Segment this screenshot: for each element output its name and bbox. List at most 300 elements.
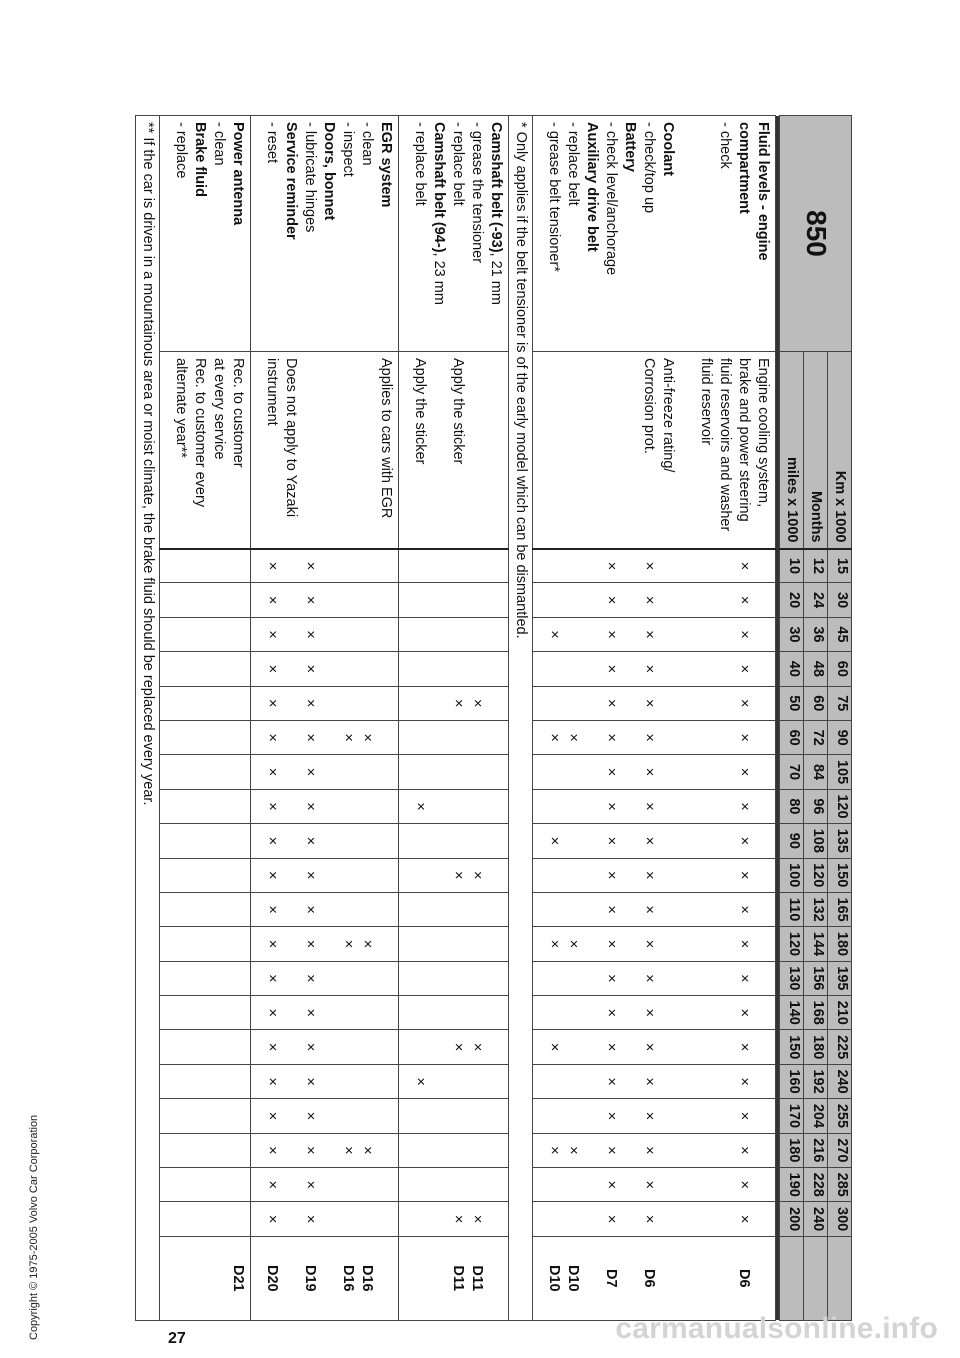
item-line <box>696 122 715 345</box>
reference-cell <box>251 1236 399 1320</box>
interval-months: 132 <box>804 892 828 926</box>
service-mark: × <box>565 939 581 949</box>
schedule-group-group3 <box>251 116 399 1321</box>
note-line: Apply the sticker <box>450 358 467 465</box>
service-mark: × <box>641 1042 657 1052</box>
service-mark: × <box>603 664 619 674</box>
note-line <box>357 358 376 542</box>
interval-cell <box>251 617 399 651</box>
header-label-miles: miles x 1000 <box>780 352 804 549</box>
service-mark: × <box>302 870 319 880</box>
item-line: - grease belt tensioner* <box>546 122 562 272</box>
reference-code: D11 <box>469 1265 486 1292</box>
interval-cell <box>399 824 509 858</box>
interval-cell <box>399 686 509 720</box>
interval-cell <box>533 755 776 789</box>
interval-months: 144 <box>804 927 828 961</box>
interval-months: 204 <box>804 1099 828 1133</box>
service-mark: × <box>546 1146 562 1155</box>
interval-km: 120 <box>828 789 852 823</box>
service-mark: × <box>302 1042 319 1052</box>
service-mark: × <box>641 1214 657 1224</box>
service-mark: × <box>565 733 581 742</box>
note-line: Applies to cars with EGR <box>378 358 395 519</box>
interval-cell <box>399 1064 509 1098</box>
service-mark: × <box>302 1146 319 1155</box>
interval-km: 195 <box>828 961 852 995</box>
interval-cell <box>251 892 399 926</box>
service-mark: × <box>340 733 357 742</box>
reference-code: D19 <box>302 1265 319 1292</box>
service-mark: × <box>546 733 562 742</box>
service-mark: × <box>546 1042 562 1052</box>
service-mark: × <box>736 733 752 742</box>
service-mark: × <box>736 699 752 708</box>
note-cell <box>251 352 399 549</box>
service-mark: × <box>359 1146 376 1155</box>
service-mark: × <box>736 1180 752 1189</box>
service-mark: × <box>264 836 281 846</box>
item-text: , 21 mm <box>488 252 505 305</box>
schedule-group-group4 <box>160 116 251 1321</box>
service-mark: × <box>641 905 657 914</box>
item-text: Camshaft belt (-93) <box>488 122 505 253</box>
interval-months: 72 <box>804 720 828 754</box>
service-mark: × <box>412 802 429 811</box>
interval-cell <box>160 1202 251 1236</box>
item-line <box>467 122 486 345</box>
service-mark: × <box>302 974 319 983</box>
service-mark: × <box>641 939 657 949</box>
service-mark: × <box>641 561 657 571</box>
interval-cell <box>160 961 251 995</box>
interval-months: 24 <box>804 583 828 617</box>
interval-cell <box>399 789 509 823</box>
item-line: Coolant <box>660 122 676 176</box>
service-mark: × <box>469 1042 486 1052</box>
interval-cell <box>533 892 776 926</box>
interval-km: 105 <box>828 755 852 789</box>
note-line <box>620 358 639 542</box>
interval-km: 225 <box>828 1030 852 1064</box>
reference-code: D11 <box>450 1265 467 1292</box>
interval-cell <box>399 961 509 995</box>
item-line: EGR system <box>378 122 395 208</box>
schedule-group-group1 <box>533 116 776 1321</box>
interval-cell <box>399 549 509 583</box>
interval-months: 216 <box>804 1133 828 1167</box>
interval-cell <box>251 1168 399 1202</box>
service-mark: × <box>302 836 319 846</box>
interval-cell <box>160 755 251 789</box>
interval-cell <box>399 755 509 789</box>
interval-cell <box>251 961 399 995</box>
interval-cell <box>160 1064 251 1098</box>
interval-km: 90 <box>828 720 852 754</box>
service-mark: × <box>736 870 752 880</box>
service-mark: × <box>546 630 562 639</box>
reference-code: D10 <box>565 1265 581 1292</box>
interval-cell <box>399 1202 509 1236</box>
service-mark: × <box>302 1111 319 1121</box>
interval-cell <box>251 789 399 823</box>
interval-cell <box>251 652 399 686</box>
interval-km: 165 <box>828 892 852 926</box>
interval-cell <box>251 1099 399 1133</box>
service-mark: × <box>565 1146 581 1155</box>
service-mark: × <box>302 699 319 708</box>
note-line <box>300 358 319 542</box>
interval-miles: 130 <box>780 961 804 995</box>
interval-km: 15 <box>828 549 852 583</box>
service-mark: × <box>641 1180 657 1189</box>
note-line: Rec. to customer every <box>192 358 209 508</box>
service-mark: × <box>736 767 752 777</box>
interval-cell <box>160 720 251 754</box>
item-cell <box>399 116 509 352</box>
service-mark: × <box>641 767 657 777</box>
interval-cell <box>533 686 776 720</box>
service-mark: × <box>450 1214 467 1224</box>
service-mark: × <box>736 1111 752 1121</box>
reference-code: D6 <box>736 1269 752 1288</box>
item-line: - clean <box>211 122 228 166</box>
reference-cell <box>160 1236 251 1320</box>
interval-cell <box>160 996 251 1030</box>
note-line: Anti-freeze rating/ <box>660 358 676 473</box>
header-ref-blank <box>804 1236 828 1320</box>
service-mark: × <box>412 1077 429 1086</box>
service-mark: × <box>264 1008 281 1017</box>
interval-cell <box>533 1133 776 1167</box>
service-mark: × <box>302 1077 319 1086</box>
service-mark: × <box>264 905 281 914</box>
interval-cell <box>533 1168 776 1202</box>
service-mark: × <box>264 1180 281 1189</box>
header-label-months: Months <box>804 352 828 549</box>
service-mark: × <box>264 870 281 880</box>
item-line <box>677 122 696 345</box>
interval-miles: 80 <box>780 789 804 823</box>
service-mark: × <box>264 1042 281 1052</box>
reference-cell <box>399 1236 509 1320</box>
interval-months: 156 <box>804 961 828 995</box>
service-mark: × <box>359 939 376 949</box>
service-mark: × <box>469 870 486 880</box>
item-text: - grease the tensioner <box>469 122 486 264</box>
service-mark: × <box>264 595 281 605</box>
interval-cell <box>251 824 399 858</box>
interval-km: 180 <box>828 927 852 961</box>
interval-miles: 20 <box>780 583 804 617</box>
service-mark: × <box>603 974 619 983</box>
interval-km: 285 <box>828 1168 852 1202</box>
service-mark: × <box>302 630 319 639</box>
interval-months: 60 <box>804 686 828 720</box>
interval-miles: 10 <box>780 549 804 583</box>
service-mark: × <box>264 1077 281 1086</box>
interval-km: 60 <box>828 652 852 686</box>
item-text: Camshaft belt (94-) <box>431 122 448 253</box>
service-mark: × <box>641 1111 657 1121</box>
interval-km: 270 <box>828 1133 852 1167</box>
interval-cell <box>251 996 399 1030</box>
interval-km: 45 <box>828 617 852 651</box>
interval-cell <box>160 824 251 858</box>
service-mark: × <box>641 836 657 846</box>
interval-cell <box>399 1133 509 1167</box>
interval-km: 240 <box>828 1064 852 1098</box>
service-mark: × <box>603 1042 619 1052</box>
interval-cell <box>251 1064 399 1098</box>
service-mark: × <box>340 1146 357 1155</box>
service-mark: × <box>264 1214 281 1224</box>
interval-cell <box>399 1099 509 1133</box>
interval-cell <box>399 583 509 617</box>
service-mark: × <box>302 595 319 605</box>
note-line <box>467 358 486 542</box>
interval-cell <box>533 858 776 892</box>
note-line <box>563 358 582 542</box>
service-mark: × <box>302 767 319 777</box>
item-line: - reset <box>264 122 281 164</box>
note-line: alternate year** <box>173 358 190 458</box>
service-mark: × <box>264 699 281 708</box>
service-mark: × <box>264 767 281 777</box>
service-mark: × <box>641 974 657 983</box>
service-mark: × <box>641 870 657 880</box>
service-mark: × <box>450 1042 467 1052</box>
service-mark: × <box>603 1077 619 1086</box>
item-line: - inspect <box>340 122 357 177</box>
note-line <box>601 358 620 542</box>
interval-cell <box>533 927 776 961</box>
interval-miles: 30 <box>780 617 804 651</box>
service-mark: × <box>302 561 319 571</box>
interval-cell <box>533 583 776 617</box>
note-line: at every service <box>211 358 228 460</box>
item-line <box>448 122 467 345</box>
note-line: Corrosion prot. <box>641 358 657 454</box>
interval-km: 30 <box>828 583 852 617</box>
service-mark: × <box>264 939 281 949</box>
service-mark: × <box>264 733 281 742</box>
footnote-brake-fluid-row <box>136 116 160 1321</box>
service-mark: × <box>603 1214 619 1224</box>
interval-cell <box>533 652 776 686</box>
header-separator <box>776 116 780 1321</box>
service-mark: × <box>641 1077 657 1086</box>
item-line: Battery <box>622 122 638 172</box>
interval-cell <box>399 927 509 961</box>
header-ref-blank <box>828 1236 852 1320</box>
note-line: Apply the sticker <box>412 358 429 465</box>
service-mark: × <box>302 939 319 949</box>
note-line: Engine cooling system, <box>755 358 771 508</box>
service-mark: × <box>302 905 319 914</box>
note-cell <box>533 352 776 549</box>
service-mark: × <box>264 1146 281 1155</box>
note-line <box>319 358 338 542</box>
interval-cell <box>533 824 776 858</box>
interval-cell <box>251 927 399 961</box>
service-mark: × <box>736 595 752 605</box>
interval-cell <box>251 686 399 720</box>
item-line: Doors, bonnet <box>321 122 338 221</box>
interval-cell <box>533 1030 776 1064</box>
reference-code: D16 <box>340 1265 357 1292</box>
service-mark: × <box>546 939 562 949</box>
service-mark: × <box>603 699 619 708</box>
interval-cell <box>533 996 776 1030</box>
service-mark: × <box>603 561 619 571</box>
interval-miles: 40 <box>780 652 804 686</box>
service-mark: × <box>603 905 619 914</box>
interval-miles: 120 <box>780 927 804 961</box>
item-line: - check/top up <box>641 122 657 214</box>
reference-code: D6 <box>641 1269 657 1288</box>
service-mark: × <box>641 664 657 674</box>
interval-cell <box>160 1030 251 1064</box>
reference-code: D16 <box>359 1265 376 1292</box>
interval-cell <box>399 617 509 651</box>
interval-months: 36 <box>804 617 828 651</box>
schedule-group-group2 <box>399 116 509 1321</box>
interval-km: 150 <box>828 858 852 892</box>
interval-cell <box>160 858 251 892</box>
interval-km: 255 <box>828 1099 852 1133</box>
service-mark: × <box>641 630 657 639</box>
separator-line <box>776 116 780 1321</box>
service-mark: × <box>736 905 752 914</box>
interval-cell <box>533 1099 776 1133</box>
item-line: - replace belt <box>565 122 581 206</box>
service-mark: × <box>603 767 619 777</box>
interval-cell <box>160 927 251 961</box>
interval-cell <box>399 720 509 754</box>
interval-cell <box>251 858 399 892</box>
note-line: Rec. to customer <box>230 358 247 468</box>
interval-miles: 140 <box>780 996 804 1030</box>
interval-cell <box>251 720 399 754</box>
service-mark: × <box>736 836 752 846</box>
interval-months: 108 <box>804 824 828 858</box>
interval-cell <box>160 1133 251 1167</box>
service-mark: × <box>603 802 619 811</box>
service-mark: × <box>603 870 619 880</box>
item-line: compartment <box>736 122 752 214</box>
reference-cell <box>533 1236 776 1320</box>
service-mark: × <box>264 802 281 811</box>
interval-months: 120 <box>804 858 828 892</box>
header-row-km <box>828 116 852 1321</box>
watermark: carmanualsonline.info <box>615 1312 938 1345</box>
service-mark: × <box>302 802 319 811</box>
service-mark: × <box>264 561 281 571</box>
service-mark: × <box>302 1008 319 1017</box>
service-mark: × <box>641 1008 657 1017</box>
note-line: brake and power steering <box>736 358 752 522</box>
note-line <box>429 358 448 542</box>
item-cell <box>160 116 251 352</box>
reference-code: D10 <box>546 1265 562 1292</box>
item-text: - replace belt <box>412 122 429 206</box>
interval-cell <box>399 652 509 686</box>
interval-cell <box>399 858 509 892</box>
service-mark: × <box>641 802 657 811</box>
interval-cell <box>533 617 776 651</box>
interval-cell <box>160 1168 251 1202</box>
interval-cell <box>399 1168 509 1202</box>
item-line: Brake fluid <box>192 122 209 197</box>
interval-miles: 190 <box>780 1168 804 1202</box>
reference-code: D7 <box>603 1269 619 1288</box>
maintenance-schedule-table <box>135 115 852 1321</box>
interval-cell <box>251 1202 399 1236</box>
interval-cell <box>251 755 399 789</box>
note-line <box>677 358 696 542</box>
interval-km: 75 <box>828 686 852 720</box>
note-cell <box>399 352 509 549</box>
service-mark: × <box>736 561 752 571</box>
item-line: Auxiliary drive belt <box>584 122 600 252</box>
service-mark: × <box>264 630 281 639</box>
interval-cell <box>533 549 776 583</box>
copyright-text: Copyright © 1975-2005 Volvo Car Corporation <box>28 1114 40 1340</box>
interval-cell <box>533 1064 776 1098</box>
header-label-km: Km x 1000 <box>828 352 852 549</box>
service-mark: × <box>603 1008 619 1017</box>
item-line: - check level/anchorage <box>603 122 619 276</box>
reference-code: D20 <box>264 1265 281 1292</box>
service-mark: × <box>546 836 562 846</box>
service-mark: × <box>603 733 619 742</box>
interval-cell <box>160 549 251 583</box>
interval-months: 84 <box>804 755 828 789</box>
interval-cell <box>533 1202 776 1236</box>
note-line: fluid reservoir <box>698 358 714 446</box>
item-line: - check <box>717 122 733 169</box>
interval-km: 210 <box>828 996 852 1030</box>
interval-months: 96 <box>804 789 828 823</box>
interval-miles: 200 <box>780 1202 804 1236</box>
service-mark: × <box>736 630 752 639</box>
service-mark: × <box>302 664 319 674</box>
service-mark: × <box>469 699 486 708</box>
page-number: 27 <box>168 1330 186 1347</box>
service-mark: × <box>736 1008 752 1017</box>
interval-miles: 160 <box>780 1064 804 1098</box>
interval-cell <box>399 996 509 1030</box>
service-mark: × <box>264 974 281 983</box>
interval-months: 240 <box>804 1202 828 1236</box>
service-mark: × <box>603 595 619 605</box>
note-line <box>486 358 505 542</box>
service-mark: × <box>469 1214 486 1224</box>
service-mark: × <box>736 802 752 811</box>
interval-cell <box>160 583 251 617</box>
item-line: - lubricate hinges <box>302 122 319 233</box>
footnote-belt-tensioner: * Only applies if the belt tensioner is of the early model which can be dismantled. <box>509 116 533 1321</box>
model-label: 850 <box>780 116 852 352</box>
service-mark: × <box>641 595 657 605</box>
interval-cell <box>533 720 776 754</box>
note-line <box>338 358 357 542</box>
service-mark: × <box>603 836 619 846</box>
interval-cell <box>533 789 776 823</box>
interval-miles: 90 <box>780 824 804 858</box>
note-cell <box>160 352 251 549</box>
